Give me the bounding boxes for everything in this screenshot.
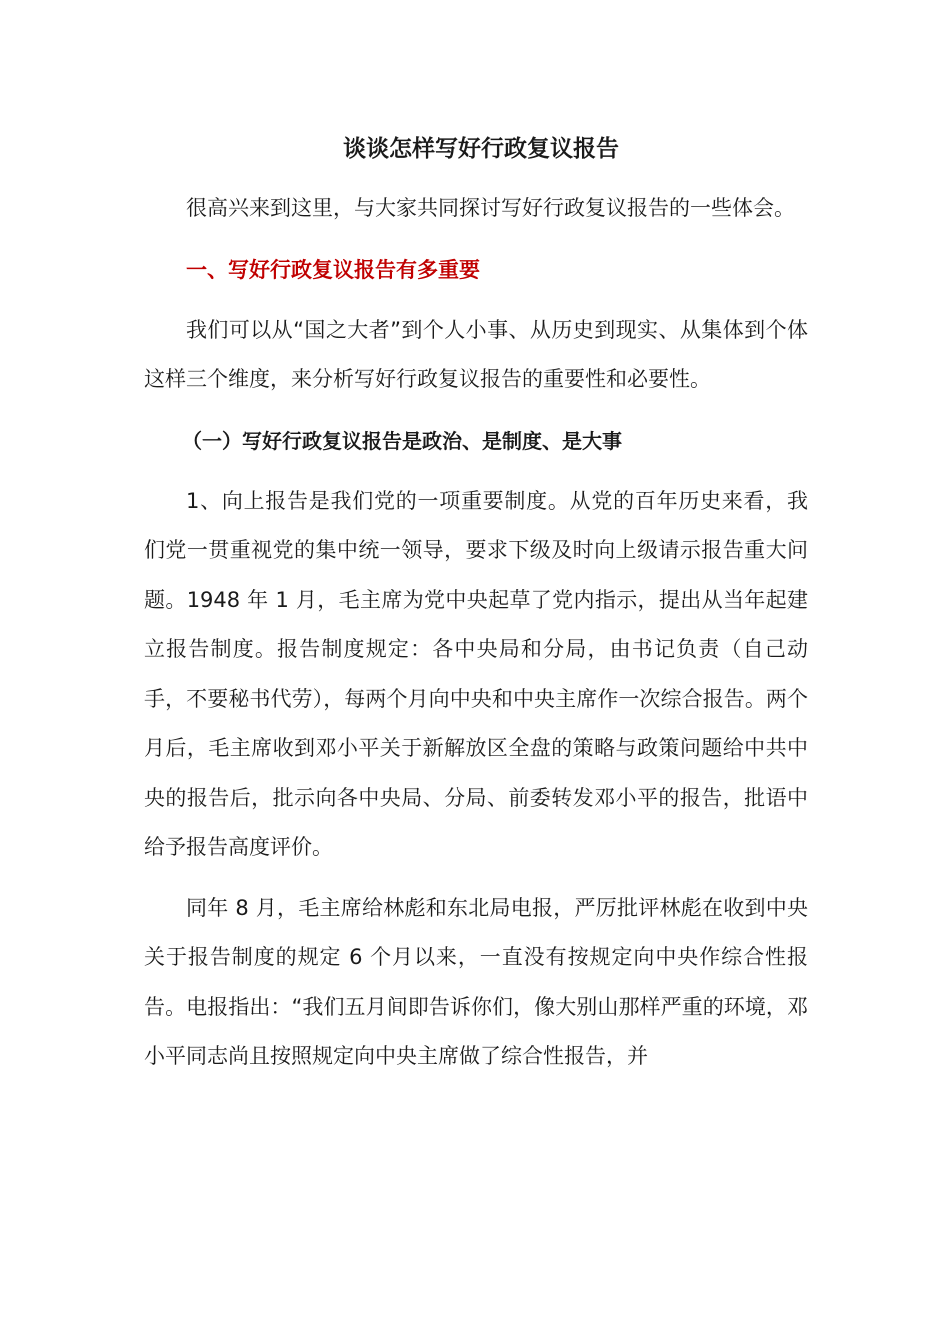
section-paragraph: 我们可以从“国之大者”到个人小事、从历史到现实、从集体到个体这样三个维度，来分析写好行政复议报告的重要性和必要性。 [144,317,808,391]
subsection-heading: （一）写好行政复议报告是政治、是制度、是大事 [182,428,622,453]
body-paragraph-1: 1、向上报告是我们党的一项重要制度。从党的百年历史来看，我们党一贯重视党的集中统一领导，要求下级及时向上级请示报告重大问题。1948 年 1 月，毛主席为党中央起草了党内指示，提出从当年起建立报告制度。报告制度规定：各中央局和分局，由书记负责（自己动手，不要秘书代劳），每两个月向中央和中央主席作一次综合报告。两个月后，毛主席收到邓小平关于新解放区全盘的策略与政策问题给中共中央的报告后，批示向各中央局、分局、前委转发邓小平的报告，批语中给予报告高度评价。 [144,488,808,859]
body-paragraph-2: 同年 8 月，毛主席给林彪和东北局电报，严厉批评林彪在收到中央关于报告制度的规定 6 个月以来，一直没有按规定向中央作综合性报告。电报指出：“我们五月间即告诉你们，像大别山那样严重的环境，邓小平同志尚且按照规定向中央主席做了综合性报告，并 [144,895,808,1068]
intro-paragraph: 很高兴来到这里，与大家共同探讨写好行政复议报告的一些体会。 [186,196,795,220]
section-heading: 一、写好行政复议报告有多重要 [186,257,480,282]
document-title: 谈谈怎样写好行政复议报告 [343,136,619,162]
document-body [144,124,808,1093]
